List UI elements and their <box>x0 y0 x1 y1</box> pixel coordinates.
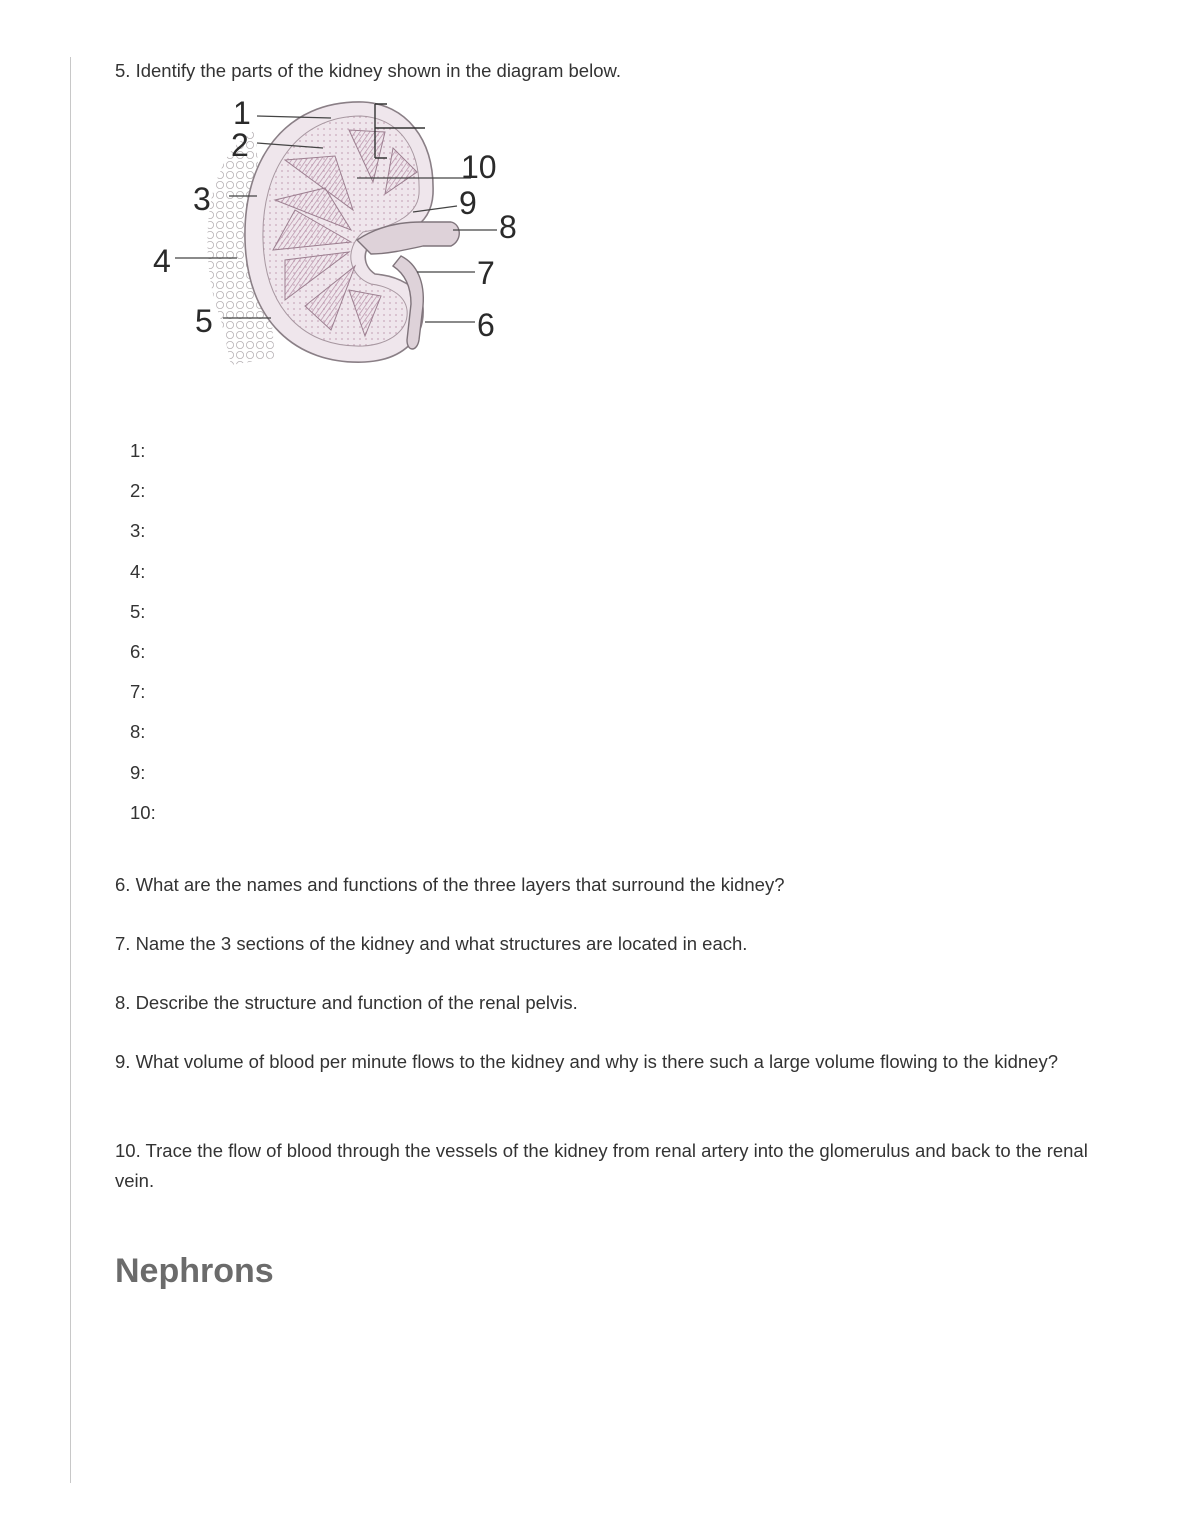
section-heading-nephrons: Nephrons <box>115 1252 274 1290</box>
answer-line-10: 10: <box>130 801 156 823</box>
question-10: 10. Trace the flow of blood through the vessels of the kidney from renal artery into the glomerulus and back to the renal vein. <box>115 1140 1088 1191</box>
answer-line-2: 2: <box>130 480 146 502</box>
diagram-label-4: 4 <box>153 243 171 279</box>
diagram-label-9: 9 <box>459 185 477 221</box>
answer-line-8: 8: <box>130 721 146 743</box>
question-6: 6. What are the names and functions of the three layers that surround the kidney? <box>115 874 785 895</box>
diagram-label-6: 6 <box>477 307 495 343</box>
page-margin-rule <box>70 57 71 1483</box>
diagram-label-3: 3 <box>193 181 211 217</box>
question-5: 5. Identify the parts of the kidney shown in the diagram below. <box>115 60 621 81</box>
answer-line-9: 9: <box>130 761 146 783</box>
diagram-label-8: 8 <box>499 209 517 245</box>
diagram-label-5: 5 <box>195 303 213 339</box>
question-8: 8. Describe the structure and function of the renal pelvis. <box>115 992 578 1013</box>
question-7: 7. Name the 3 sections of the kidney and what structures are located in each. <box>115 933 748 954</box>
diagram-label-7: 7 <box>477 255 495 291</box>
answer-line-1: 1: <box>130 440 146 461</box>
answer-line-6: 6: <box>130 640 146 662</box>
diagram-label-1: 1 <box>233 95 251 131</box>
kidney-diagram <box>135 90 525 380</box>
answer-line-5: 5: <box>130 600 146 622</box>
answer-line-4: 4: <box>130 560 146 582</box>
answer-line-7: 7: <box>130 681 146 703</box>
answer-list <box>130 436 156 838</box>
question-9: 9. What volume of blood per minute flows to the kidney and why is there such a large volume flowing to the kidney? <box>115 1051 1058 1072</box>
diagram-label-2: 2 <box>231 127 249 163</box>
diagram-label-10: 10 <box>461 149 497 185</box>
answer-line-3: 3: <box>130 520 146 542</box>
